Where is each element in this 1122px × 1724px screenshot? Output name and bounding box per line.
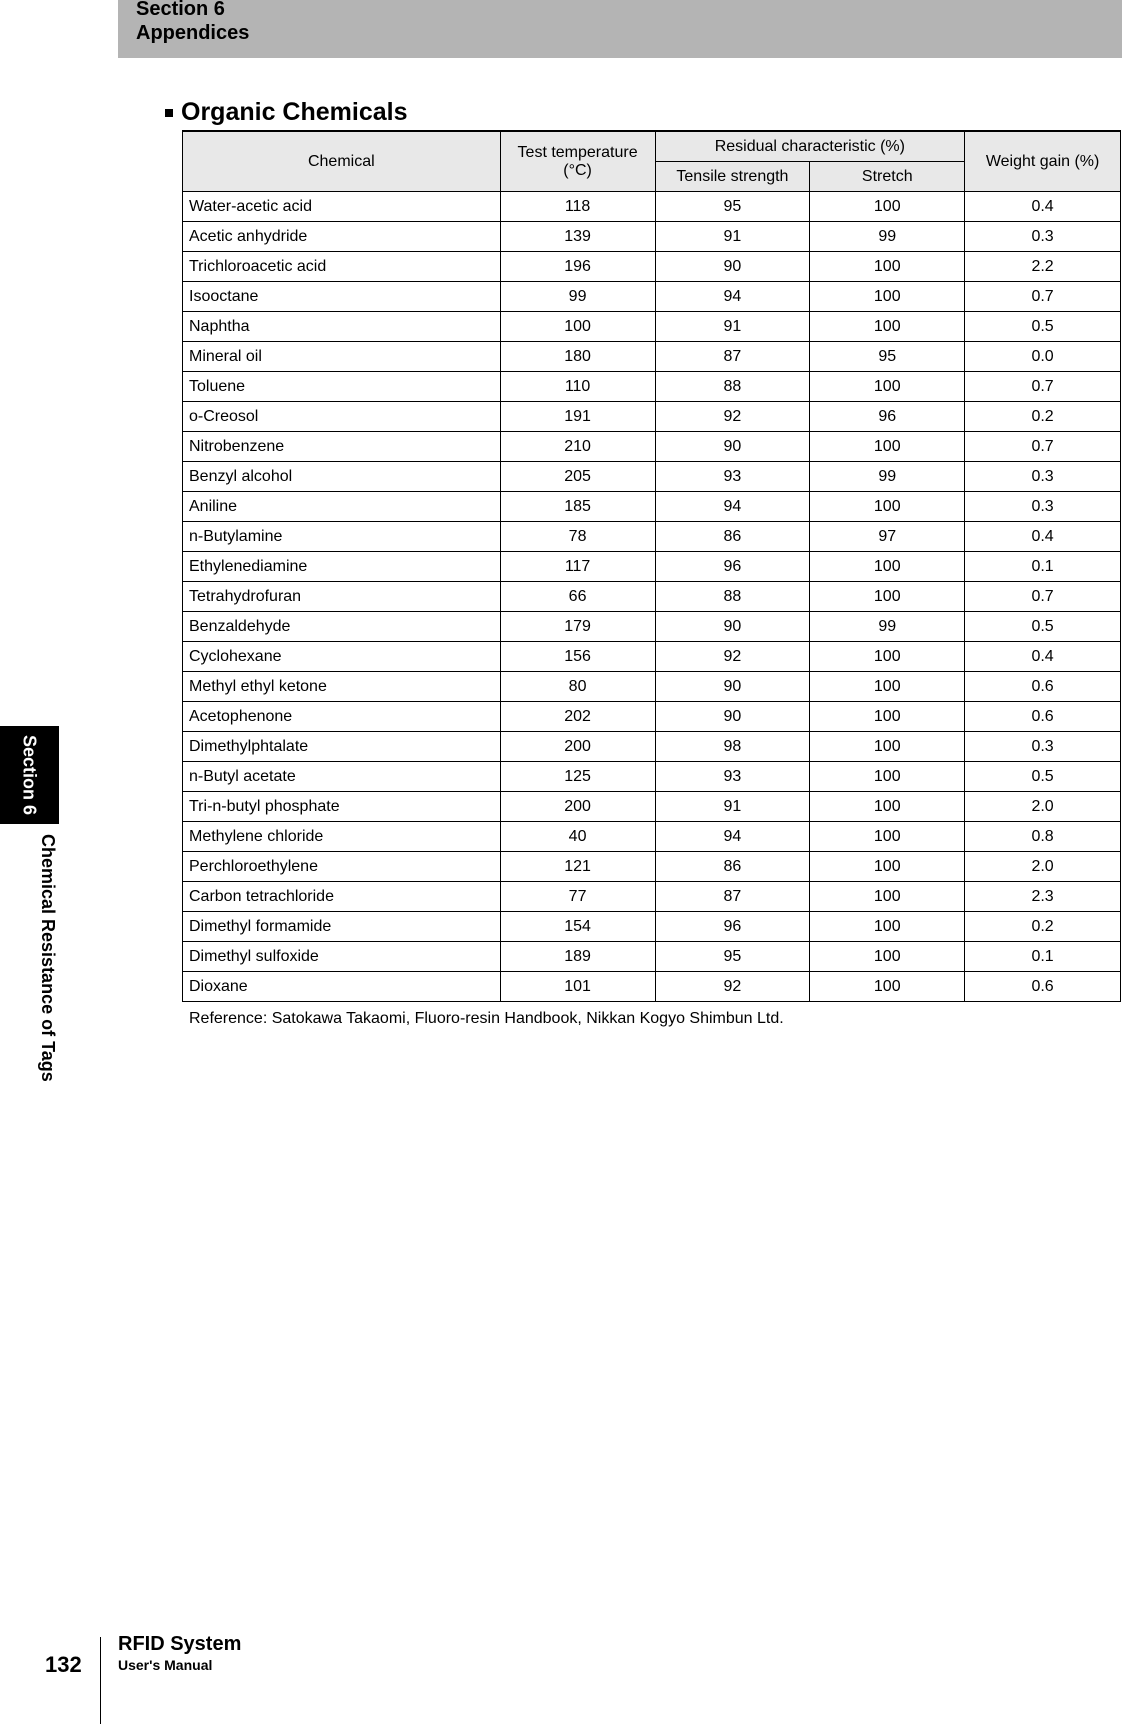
- cell-tensile: 87: [655, 882, 810, 912]
- cell-weight-gain: 0.0: [965, 342, 1121, 372]
- table-row: [183, 402, 1121, 432]
- cell-temperature: 200: [500, 732, 655, 762]
- cell-temperature: 189: [500, 942, 655, 972]
- cell-tensile: 90: [655, 252, 810, 282]
- cell-temperature: 210: [500, 432, 655, 462]
- square-bullet-icon: [165, 109, 173, 117]
- cell-tensile: 90: [655, 432, 810, 462]
- cell-stretch: 100: [810, 672, 965, 702]
- cell-weight-gain: 0.4: [965, 522, 1121, 552]
- header-weight-gain: Weight gain (%): [965, 131, 1121, 192]
- cell-tensile: 92: [655, 972, 810, 1002]
- cell-tensile: 88: [655, 372, 810, 402]
- cell-temperature: 196: [500, 252, 655, 282]
- cell-weight-gain: 0.2: [965, 402, 1121, 432]
- cell-stretch: 100: [810, 372, 965, 402]
- table-row: [183, 702, 1121, 732]
- cell-chemical: Acetic anhydride: [183, 222, 501, 252]
- cell-tensile: 94: [655, 492, 810, 522]
- cell-stretch: 100: [810, 972, 965, 1002]
- table-row: [183, 912, 1121, 942]
- cell-temperature: 80: [500, 672, 655, 702]
- cell-weight-gain: 0.3: [965, 222, 1121, 252]
- cell-stretch: 100: [810, 792, 965, 822]
- table-body: [183, 192, 1121, 1002]
- header-section: Section 6: [136, 0, 225, 20]
- cell-stretch: 97: [810, 522, 965, 552]
- header-bar: [118, 0, 1122, 58]
- cell-stretch: 100: [810, 282, 965, 312]
- cell-tensile: 95: [655, 192, 810, 222]
- cell-chemical: n-Butyl acetate: [183, 762, 501, 792]
- cell-chemical: Ethylenediamine: [183, 552, 501, 582]
- cell-weight-gain: 0.6: [965, 672, 1121, 702]
- cell-weight-gain: 0.5: [965, 612, 1121, 642]
- cell-weight-gain: 0.5: [965, 762, 1121, 792]
- cell-temperature: 191: [500, 402, 655, 432]
- table-row: [183, 672, 1121, 702]
- cell-tensile: 90: [655, 612, 810, 642]
- cell-tensile: 90: [655, 702, 810, 732]
- cell-tensile: 90: [655, 672, 810, 702]
- cell-stretch: 99: [810, 612, 965, 642]
- cell-temperature: 121: [500, 852, 655, 882]
- cell-weight-gain: 0.3: [965, 462, 1121, 492]
- cell-chemical: Cyclohexane: [183, 642, 501, 672]
- table-row: [183, 492, 1121, 522]
- table-row: [183, 252, 1121, 282]
- cell-chemical: Dimethyl sulfoxide: [183, 942, 501, 972]
- cell-temperature: 78: [500, 522, 655, 552]
- table-row: [183, 762, 1121, 792]
- table-row: [183, 312, 1121, 342]
- table-row: [183, 432, 1121, 462]
- cell-temperature: 180: [500, 342, 655, 372]
- cell-temperature: 99: [500, 282, 655, 312]
- cell-chemical: n-Butylamine: [183, 522, 501, 552]
- cell-weight-gain: 0.6: [965, 972, 1121, 1002]
- header-chemical: Chemical: [183, 131, 501, 192]
- cell-chemical: Tetrahydrofuran: [183, 582, 501, 612]
- cell-temperature: 200: [500, 792, 655, 822]
- cell-weight-gain: 0.2: [965, 912, 1121, 942]
- cell-stretch: 100: [810, 942, 965, 972]
- footer-title: RFID System: [118, 1633, 242, 1655]
- cell-stretch: 100: [810, 822, 965, 852]
- cell-tensile: 96: [655, 912, 810, 942]
- cell-stretch: 100: [810, 912, 965, 942]
- cell-stretch: 100: [810, 492, 965, 522]
- cell-chemical: Toluene: [183, 372, 501, 402]
- table-row: [183, 282, 1121, 312]
- cell-stretch: 100: [810, 312, 965, 342]
- side-section-label: Section 6: [19, 734, 40, 816]
- cell-temperature: 110: [500, 372, 655, 402]
- cell-temperature: 179: [500, 612, 655, 642]
- cell-weight-gain: 2.3: [965, 882, 1121, 912]
- cell-chemical: Naphtha: [183, 312, 501, 342]
- cell-temperature: 154: [500, 912, 655, 942]
- cell-stretch: 100: [810, 252, 965, 282]
- cell-weight-gain: 0.4: [965, 642, 1121, 672]
- cell-tensile: 91: [655, 222, 810, 252]
- cell-weight-gain: 0.4: [965, 192, 1121, 222]
- cell-chemical: Benzaldehyde: [183, 612, 501, 642]
- side-section-tab: [0, 726, 59, 824]
- table-row: [183, 582, 1121, 612]
- table-row: [183, 822, 1121, 852]
- footer-subtitle: User's Manual: [118, 1657, 213, 1673]
- cell-weight-gain: 0.1: [965, 942, 1121, 972]
- cell-weight-gain: 0.3: [965, 732, 1121, 762]
- cell-chemical: Dimethylphtalate: [183, 732, 501, 762]
- cell-tensile: 86: [655, 852, 810, 882]
- table-row: [183, 732, 1121, 762]
- cell-chemical: Dimethyl formamide: [183, 912, 501, 942]
- cell-tensile: 86: [655, 522, 810, 552]
- cell-stretch: 100: [810, 192, 965, 222]
- cell-temperature: 101: [500, 972, 655, 1002]
- cell-stretch: 100: [810, 762, 965, 792]
- cell-weight-gain: 0.5: [965, 312, 1121, 342]
- cell-stretch: 100: [810, 432, 965, 462]
- table-row: [183, 462, 1121, 492]
- table-row: [183, 882, 1121, 912]
- table-row: [183, 222, 1121, 252]
- cell-temperature: 156: [500, 642, 655, 672]
- cell-tensile: 91: [655, 792, 810, 822]
- cell-stretch: 100: [810, 732, 965, 762]
- cell-weight-gain: 0.1: [965, 552, 1121, 582]
- cell-chemical: Methylene chloride: [183, 822, 501, 852]
- cell-weight-gain: 0.7: [965, 432, 1121, 462]
- page-title: [165, 98, 407, 127]
- cell-temperature: 185: [500, 492, 655, 522]
- cell-chemical: Dioxane: [183, 972, 501, 1002]
- cell-temperature: 205: [500, 462, 655, 492]
- cell-stretch: 95: [810, 342, 965, 372]
- reference-note: Reference: Satokawa Takaomi, Fluoro-resin Handbook, Nikkan Kogyo Shimbun Ltd.: [189, 1010, 784, 1027]
- cell-stretch: 100: [810, 582, 965, 612]
- cell-stretch: 100: [810, 642, 965, 672]
- cell-stretch: 99: [810, 222, 965, 252]
- table-row: [183, 642, 1121, 672]
- cell-tensile: 93: [655, 462, 810, 492]
- page-number: 132: [45, 1652, 82, 1677]
- table-row: [183, 972, 1121, 1002]
- cell-temperature: 118: [500, 192, 655, 222]
- cell-tensile: 96: [655, 552, 810, 582]
- cell-weight-gain: 0.6: [965, 702, 1121, 732]
- header-stretch: Stretch: [810, 162, 965, 192]
- table-row: [183, 792, 1121, 822]
- cell-tensile: 98: [655, 732, 810, 762]
- cell-temperature: 125: [500, 762, 655, 792]
- cell-stretch: 100: [810, 852, 965, 882]
- cell-temperature: 66: [500, 582, 655, 612]
- cell-tensile: 88: [655, 582, 810, 612]
- header-tensile: Tensile strength: [655, 162, 810, 192]
- cell-tensile: 93: [655, 762, 810, 792]
- cell-stretch: 99: [810, 462, 965, 492]
- table-row: [183, 342, 1121, 372]
- cell-chemical: Perchloroethylene: [183, 852, 501, 882]
- table-row: [183, 372, 1121, 402]
- header-title: Appendices: [136, 22, 250, 44]
- cell-chemical: Nitrobenzene: [183, 432, 501, 462]
- cell-weight-gain: 0.8: [965, 822, 1121, 852]
- cell-weight-gain: 0.3: [965, 492, 1121, 522]
- cell-tensile: 91: [655, 312, 810, 342]
- table-row: [183, 192, 1121, 222]
- cell-stretch: 96: [810, 402, 965, 432]
- cell-stretch: 100: [810, 702, 965, 732]
- cell-weight-gain: 0.7: [965, 582, 1121, 612]
- cell-weight-gain: 2.0: [965, 792, 1121, 822]
- cell-chemical: Tri-n-butyl phosphate: [183, 792, 501, 822]
- cell-weight-gain: 0.7: [965, 282, 1121, 312]
- chemical-resistance-table: [182, 130, 1121, 1002]
- table-row: [183, 852, 1121, 882]
- table-row: [183, 612, 1121, 642]
- cell-weight-gain: 2.2: [965, 252, 1121, 282]
- footer-divider: [100, 1637, 101, 1724]
- cell-tensile: 92: [655, 642, 810, 672]
- cell-tensile: 94: [655, 282, 810, 312]
- cell-chemical: Carbon tetrachloride: [183, 882, 501, 912]
- cell-chemical: Mineral oil: [183, 342, 501, 372]
- cell-temperature: 117: [500, 552, 655, 582]
- cell-tensile: 92: [655, 402, 810, 432]
- cell-temperature: 40: [500, 822, 655, 852]
- cell-weight-gain: 0.7: [965, 372, 1121, 402]
- cell-chemical: Acetophenone: [183, 702, 501, 732]
- page-title-text: Organic Chemicals: [181, 98, 408, 126]
- cell-chemical: Benzyl alcohol: [183, 462, 501, 492]
- cell-tensile: 95: [655, 942, 810, 972]
- cell-temperature: 139: [500, 222, 655, 252]
- cell-chemical: o-Creosol: [183, 402, 501, 432]
- header-residual: Residual characteristic (%): [655, 131, 965, 162]
- cell-tensile: 87: [655, 342, 810, 372]
- cell-chemical: Methyl ethyl ketone: [183, 672, 501, 702]
- cell-temperature: 100: [500, 312, 655, 342]
- cell-temperature: 77: [500, 882, 655, 912]
- table-row: [183, 552, 1121, 582]
- cell-stretch: 100: [810, 882, 965, 912]
- cell-chemical: Trichloroacetic acid: [183, 252, 501, 282]
- table-row: [183, 522, 1121, 552]
- cell-weight-gain: 2.0: [965, 852, 1121, 882]
- cell-chemical: Aniline: [183, 492, 501, 522]
- side-topic-label: Chemical Resistance of Tags: [38, 834, 58, 1082]
- cell-stretch: 100: [810, 552, 965, 582]
- cell-temperature: 202: [500, 702, 655, 732]
- header-temperature: Test temperature (°C): [500, 131, 655, 192]
- cell-chemical: Isooctane: [183, 282, 501, 312]
- table-row: [183, 942, 1121, 972]
- cell-tensile: 94: [655, 822, 810, 852]
- cell-chemical: Water-acetic acid: [183, 192, 501, 222]
